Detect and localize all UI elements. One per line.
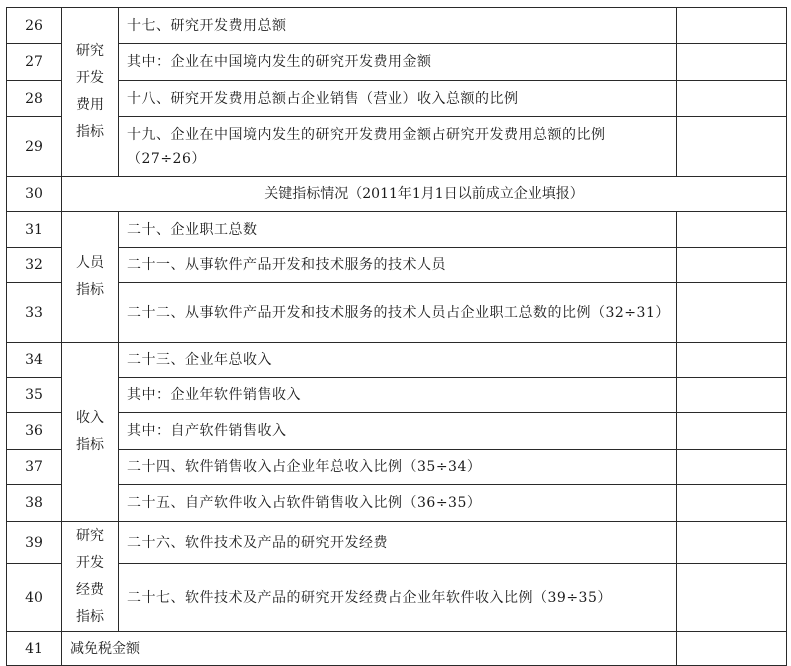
category-rd-funding: 研究 开发 经费 指标 [62, 522, 119, 632]
row-item: 十九、企业在中国境内发生的研究开发费用金额占研究开发费用总额的比例（27÷26） [119, 117, 677, 177]
table-row [7, 450, 787, 485]
table-row [7, 8, 787, 44]
row-number: 34 [7, 343, 62, 378]
indicator-table [6, 7, 787, 666]
row-number: 38 [7, 485, 62, 522]
table-row [7, 343, 787, 378]
row-item: 二十六、软件技术及产品的研究开发经费 [119, 522, 677, 564]
row-item: 二十五、自产软件收入占软件销售收入比例（36÷35） [119, 485, 677, 522]
table-row [7, 177, 787, 212]
row-item: 十七、研究开发费用总额 [119, 8, 677, 44]
value-cell[interactable] [677, 522, 787, 564]
table-row [7, 81, 787, 117]
row-number: 31 [7, 212, 62, 248]
row-item: 二十四、软件销售收入占企业年总收入比例（35÷34） [119, 450, 677, 485]
table-row [7, 564, 787, 632]
table-row [7, 632, 787, 666]
row-item: 其中：企业在中国境内发生的研究开发费用金额 [119, 44, 677, 81]
table-row [7, 485, 787, 522]
value-cell[interactable] [677, 212, 787, 248]
row-item: 二十七、软件技术及产品的研究开发经费占企业年软件收入比例（39÷35） [119, 564, 677, 632]
row-item: 二十、企业职工总数 [119, 212, 677, 248]
row-number: 39 [7, 522, 62, 564]
value-cell[interactable] [677, 81, 787, 117]
value-cell[interactable] [677, 343, 787, 378]
value-cell[interactable] [677, 248, 787, 283]
value-cell[interactable] [677, 485, 787, 522]
value-cell[interactable] [677, 564, 787, 632]
row-item: 二十三、企业年总收入 [119, 343, 677, 378]
form-sheet [6, 7, 786, 655]
table-row [7, 117, 787, 177]
table-row [7, 413, 787, 450]
table-row [7, 378, 787, 413]
table-row [7, 522, 787, 564]
row-number: 33 [7, 283, 62, 343]
category-income: 收入 指标 [62, 343, 119, 522]
row-item: 二十二、从事软件产品开发和技术服务的技术人员占企业职工总数的比例（32÷31） [119, 283, 677, 343]
value-cell[interactable] [677, 44, 787, 81]
value-cell[interactable] [677, 8, 787, 44]
row-number: 27 [7, 44, 62, 81]
value-cell[interactable] [677, 632, 787, 666]
category-rd-expense: 研究 开发 费用 指标 [62, 8, 119, 177]
row-number: 37 [7, 450, 62, 485]
row-item: 二十一、从事软件产品开发和技术服务的技术人员 [119, 248, 677, 283]
row-number: 30 [7, 177, 62, 212]
row-number: 26 [7, 8, 62, 44]
row-number: 28 [7, 81, 62, 117]
value-cell[interactable] [677, 378, 787, 413]
category-personnel: 人员 指标 [62, 212, 119, 343]
row-item: 其中：自产软件销售收入 [119, 413, 677, 450]
value-cell[interactable] [677, 283, 787, 343]
row-number: 40 [7, 564, 62, 632]
row-item: 十八、研究开发费用总额占企业销售（营业）收入总额的比例 [119, 81, 677, 117]
table-row [7, 283, 787, 343]
row-item: 减免税金额 [62, 632, 677, 666]
section-header: 关键指标情况（2011年1月1日以前成立企业填报） [62, 177, 787, 212]
row-number: 29 [7, 117, 62, 177]
table-row [7, 212, 787, 248]
row-number: 32 [7, 248, 62, 283]
row-number: 35 [7, 378, 62, 413]
row-number: 41 [7, 632, 62, 666]
value-cell[interactable] [677, 413, 787, 450]
row-number: 36 [7, 413, 62, 450]
table-row [7, 248, 787, 283]
value-cell[interactable] [677, 450, 787, 485]
value-cell[interactable] [677, 117, 787, 177]
table-row [7, 44, 787, 81]
row-item: 其中：企业年软件销售收入 [119, 378, 677, 413]
